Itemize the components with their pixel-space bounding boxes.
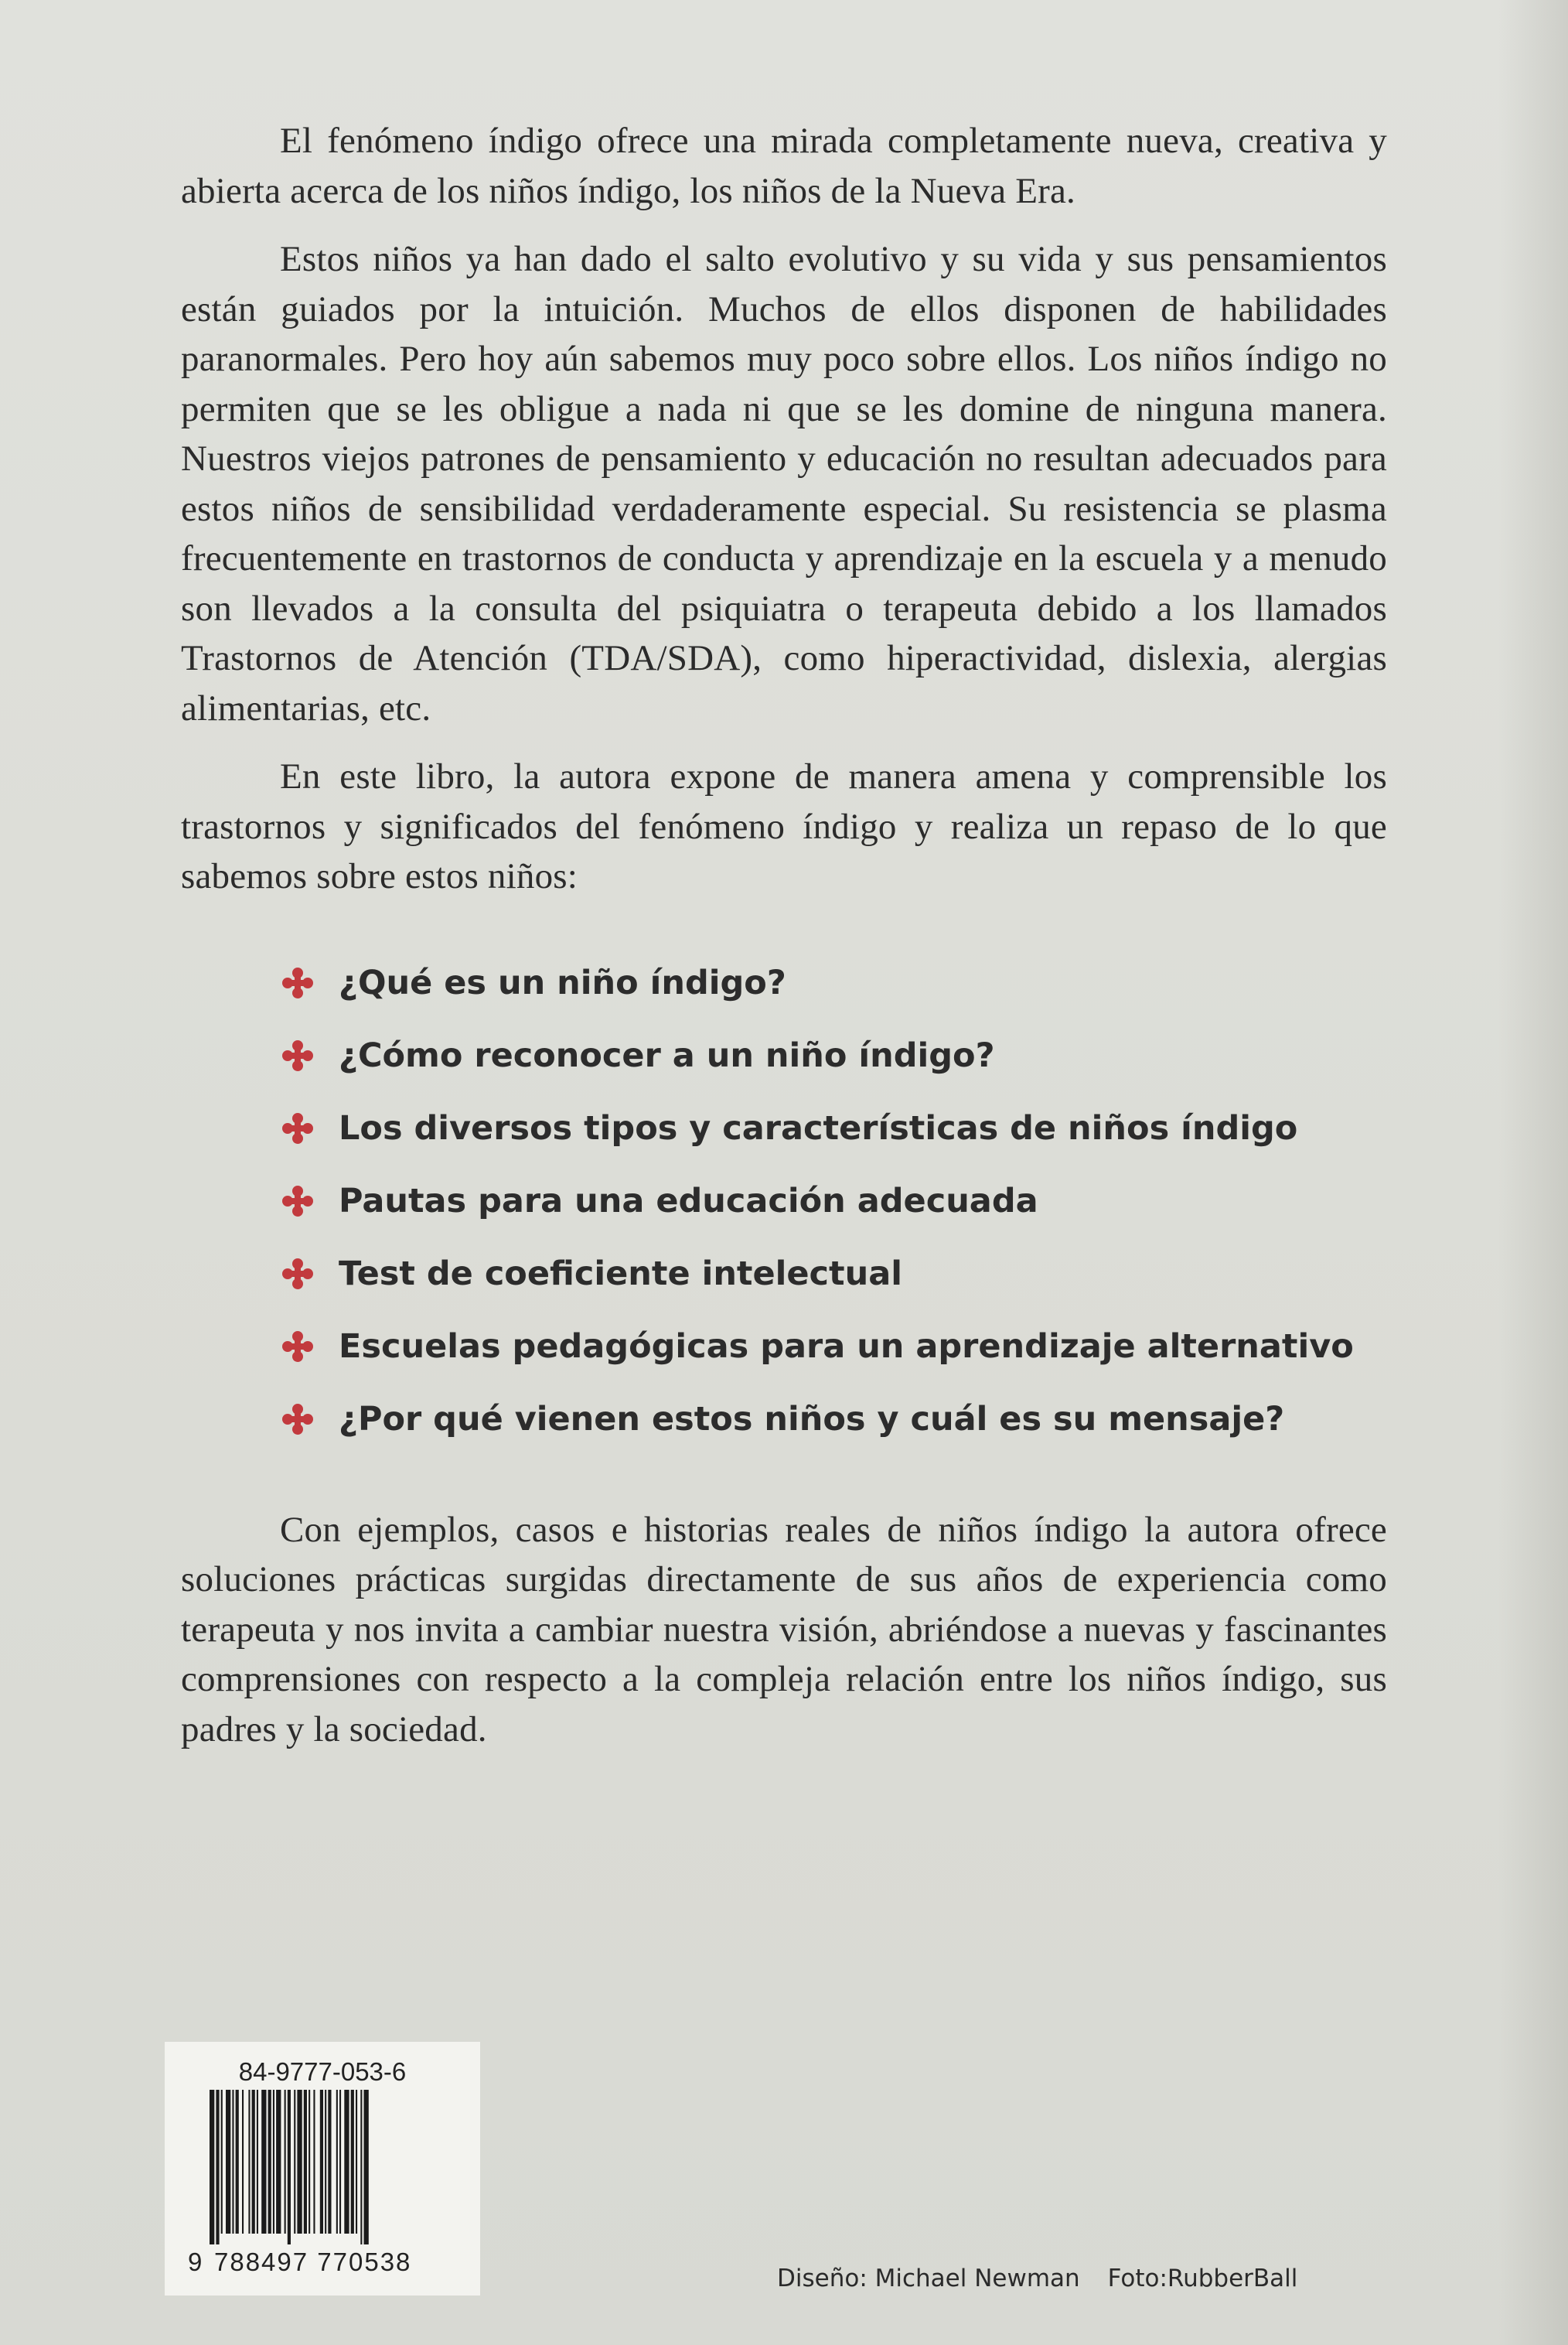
intro-paragraph: El fenómeno índigo ofrece una mirada completamente nueva, creativa y abierta acerca de los niños índigo, los niños de la Nueva Era. (181, 121, 1387, 211)
description-paragraph: Estos niños ya han dado el salto evolutivo y su vida y sus pensamientos están guiados por la intuición. Muchos de ellos disponen de habilidades paranormales. Pero hoy aún sabemos muy poco sobre ellos. Los niños índigo no permiten que se les obligue a nada ni que se les domine de ninguna manera. Nuestros viejos patrones de pensamiento y educación no resultan adecuados para estos niños de sensibilidad verdaderamente especial. Su resistencia se plasma frecuentemente en trastornos de conducta y aprendizaje en la escuela y a menudo son llevados a la consulta del psiquiatra o terapeuta debido a los llamados Trastornos de Atención (TDA/SDA), como hiperactividad, dislexia, alergias alimentarias, etc. (181, 239, 1387, 729)
ean-digits: 788497 770538 (214, 2248, 412, 2276)
list-item-label: Pautas para una educación adecuada (339, 1181, 1038, 1220)
quatrefoil-cross-icon (281, 1112, 314, 1145)
list-item (281, 1310, 1387, 1383)
topics-list (281, 947, 1387, 1456)
list-item (281, 947, 1387, 1019)
list-item-label: Test de coeficiente intelectual (339, 1254, 902, 1293)
quatrefoil-cross-icon (281, 1258, 314, 1290)
quatrefoil-cross-icon (281, 967, 314, 999)
quatrefoil-cross-icon (281, 1039, 314, 1072)
isbn-number: 84-9777-053-6 (238, 2057, 407, 2086)
list-item (281, 1019, 1387, 1092)
overview-paragraph: En este libro, la autora expone de manera amena y comprensible los trastornos y significados del fenómeno índigo y realiza un repaso de lo que sabemos sobre estos niños: (181, 756, 1387, 896)
list-item-label: Escuelas pedagógicas para un aprendizaje alternativo (339, 1326, 1354, 1366)
list-item-label: Los diversos tipos y características de niños índigo (339, 1108, 1298, 1148)
photo-credit: Foto:RubberBall (1107, 2265, 1298, 2292)
quatrefoil-cross-icon (281, 1330, 314, 1363)
list-item-label: ¿Qué es un niño índigo? (339, 963, 786, 1002)
quatrefoil-cross-icon (281, 1185, 314, 1217)
list-item-label: ¿Cómo reconocer a un niño índigo? (339, 1036, 995, 1075)
list-item (281, 1383, 1387, 1456)
spine-shadow (1498, 0, 1568, 2345)
credits (777, 2265, 1325, 2292)
barcode-icon (210, 2090, 435, 2244)
design-credit: Diseño: Michael Newman (777, 2265, 1080, 2292)
list-item-label: ¿Por qué vienen estos niños y cuál es su mensaje? (339, 1399, 1285, 1439)
ean-lead-digit: 9 (188, 2248, 203, 2276)
list-item (281, 1237, 1387, 1310)
blurb-text (181, 116, 1387, 1773)
barcode-box (165, 2042, 480, 2296)
list-item (281, 1092, 1387, 1165)
closing-paragraph: Con ejemplos, casos e historias reales de niños índigo la autora ofrece soluciones prácticas surgidas directamente de sus años de experiencia como terapeuta y nos invita a cambiar nuestra visión, abriéndose a nuevas y fascinantes comprensiones con respecto a la compleja relación entre los niños índigo, sus padres y la sociedad. (181, 1509, 1387, 1749)
quatrefoil-cross-icon (281, 1403, 314, 1435)
list-item (281, 1165, 1387, 1237)
